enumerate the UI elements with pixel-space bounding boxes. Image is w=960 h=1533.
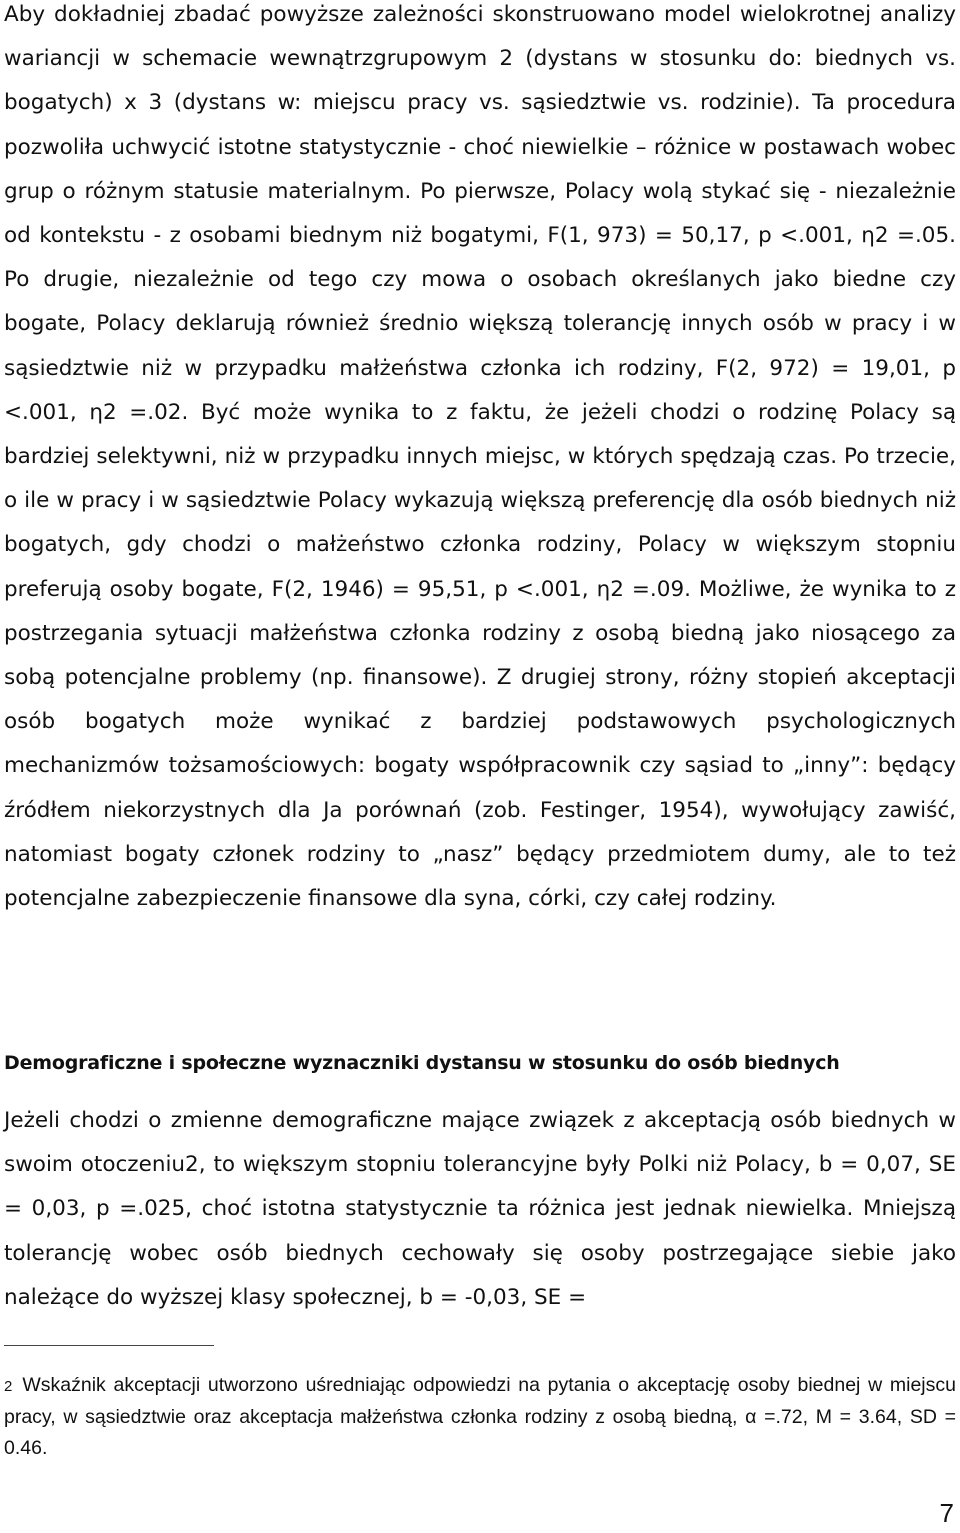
body-paragraph-anova: Aby dokładniej zbadać powyższe zależności skonstruowano model wielokrotnej analizy wariancji w schemacie wewnątrzgrupowym 2 (dystans w stosunku do: biednych vs. bogatych) x 3 (dystans w: miejscu pracy vs. sąsiedztwie vs. rodzinie). Ta procedura pozwoliła uchwycić istotne statystycznie - choć niewielkie – różnice w postawach wobec grup o różnym statusie materialnym. Po pierwsze, Polacy wolą stykać się - niezależnie od kontekstu - z osobami biednym niż bogatymi, F(1, 973) = 50,17, p <.001, η2 =.05. Po drugie, niezależnie od tego czy mowa o osobach określanych jako biedne czy bogate, Polacy deklarują również średnio większą tolerancję innych osób w pracy i w sąsiedztwie niż w przypadku małżeństwa członka ich rodziny, F(2, 972) = 19,01, p <.001, η2 =.02. Być może wynika to z faktu, że jeżeli chodzi o rodzinę Polacy są bardziej selektywni, niż w przypadku innych miejsc, w których spędzają czas. Po trzecie, o ile w pracy i w sąsiedztwie Polacy wykazują większą preferencję dla osób biednych niż bogatych, gdy chodzi o małżeństwo członka rodziny, Polacy w większym stopniu preferują osoby bogate, F(2, 1946) = 95,51, p <.001, η2 =.09. Możliwe, że wynika to z postrzegania sytuacji małżeństwa członka rodziny z osobą biedną jako niosącego za sobą potencjalne problemy (np. finansowe). Z drugiej strony, różny stopień akceptacji osób bogatych może wynikać z bardziej podstawowych psychologicznych mechanizmów tożsamościowych: bogaty współpracownik czy sąsiad to „inny”: będący źródłem niekorzystnych dla Ja porównań (zob. Festinger, 1954), wywołujący zawiść, natomiast bogaty członek rodziny to „nasz” będący przedmiotem dumy, ale to też potencjalne zabezpieczenie finansowe dla syna, córki, czy całej rodziny. <box>4 2 956 912</box>
footnote-mark: 2 <box>4 1378 13 1395</box>
page-number: 7 <box>939 1498 954 1528</box>
footnote <box>4 1370 956 1464</box>
footnote-text: Wskaźnik akceptacji utworzono uśredniając odpowiedzi na pytania o akceptację osoby biednej w miejscu pracy, w sąsiedztwie oraz akceptacja małżeństwa członka rodziny z osobą biedną, α =.72, M = 3.64, SD = 0.46. <box>4 1374 956 1459</box>
section-heading: Demograficzne i społeczne wyznaczniki dystansu w stosunku do osób biednych <box>4 1052 840 1074</box>
footnote-separator <box>4 1345 214 1346</box>
body-paragraph-demographics: Jeżeli chodzi o zmienne demograficzne mające związek z akceptacją osób biednych w swoim otoczeniu2, to większym stopniu tolerancyjne były Polki niż Polacy, b = 0,07, SE = 0,03, p =.025, choć istotna statystycznie ta różnica jest jednak niewielka. Mniejszą tolerancję wobec osób biednych cechowały się osoby postrzegające siebie jako należące do wyższej klasy społecznej, b = -0,03, SE = <box>4 1108 956 1310</box>
